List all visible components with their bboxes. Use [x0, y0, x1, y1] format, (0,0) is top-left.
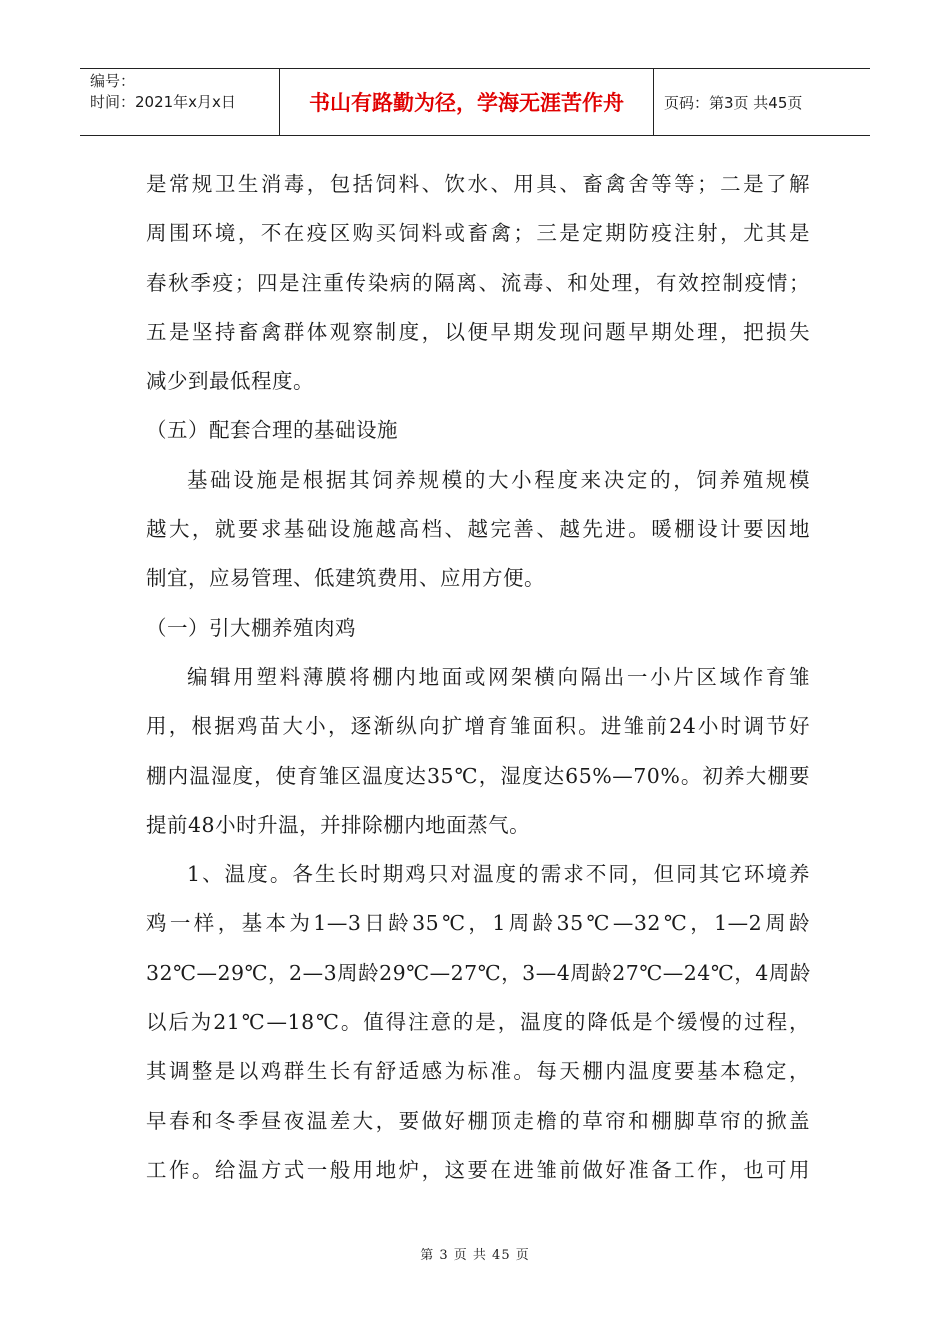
text-line: 减少到最低程度。	[146, 369, 314, 394]
text-line: 鸡一样，基本为1—3日龄35℃，1周龄35℃—32℃，1—2周龄	[146, 911, 810, 936]
text-line: 越大，就要求基础设施越高档、越完善、越先进。暖棚设计要因地	[146, 517, 810, 542]
text-line: 制宜，应易管理、低建筑费用、应用方便。	[146, 566, 545, 591]
text-line: 棚内温湿度，使育雏区温度达35℃，湿度达65%—70%。初养大棚要	[146, 763, 810, 788]
text-line: （五）配套合理的基础设施	[146, 418, 398, 443]
text-line: 早春和冬季昼夜温差大，要做好棚顶走檐的草帘和棚脚草帘的掀盖	[146, 1108, 810, 1133]
header-motto: 书山有路勤为径，学海无涯苦作舟	[280, 69, 654, 135]
text-line: 基础设施是根据其饲养规模的大小程度来决定的，饲养殖规模	[187, 467, 810, 492]
document-time-label: 时间：2021年x月x日	[90, 93, 236, 111]
header-meta-cell	[80, 69, 280, 135]
document-number-label: 编号：	[90, 72, 136, 90]
text-line: 春秋季疫；四是注重传染病的隔离、流毒、和处理，有效控制疫情；	[146, 270, 810, 295]
header-page-info: 页码：第3页 共45页	[664, 93, 803, 112]
text-line: （一）引大棚养殖肉鸡	[146, 615, 356, 640]
page-footer: 第 3 页 共 45 页	[420, 1248, 530, 1263]
text-line: 其调整是以鸡群生长有舒适感为标准。每天棚内温度要基本稳定，	[146, 1059, 810, 1084]
text-line: 是常规卫生消毒，包括饲料、饮水、用具、畜禽舍等等；二是了解	[146, 172, 810, 196]
text-line: 编辑用塑料薄膜将棚内地面或网架横向隔出一小片区域作育雏	[187, 664, 810, 689]
text-line: 1、温度。各生长时期鸡只对温度的需求不同，但同其它环境养	[187, 862, 810, 887]
header-table	[80, 68, 870, 136]
text-line: 工作。给温方式一般用地炉，这要在进雏前做好准备工作，也可用	[146, 1157, 810, 1182]
text-line: 周围环境，不在疫区购买饲料或畜禽；三是定期防疫注射，尤其是	[146, 221, 810, 246]
text-line: 32℃—29℃，2—3周龄29℃—27℃，3—4周龄27℃—24℃，4周龄	[146, 960, 811, 985]
document-body	[146, 160, 810, 1195]
text-line: 以后为21℃—18℃。值得注意的是，温度的降低是个缓慢的过程，	[146, 1010, 810, 1035]
text-line: 提前48小时升温，并排除棚内地面蒸气。	[146, 812, 531, 837]
text-line: 用，根据鸡苗大小，逐渐纵向扩增育雏面积。进雏前24小时调节好	[146, 714, 810, 739]
text-line: 五是坚持畜禽群体观察制度，以便早期发现问题早期处理，把损失	[146, 319, 810, 344]
